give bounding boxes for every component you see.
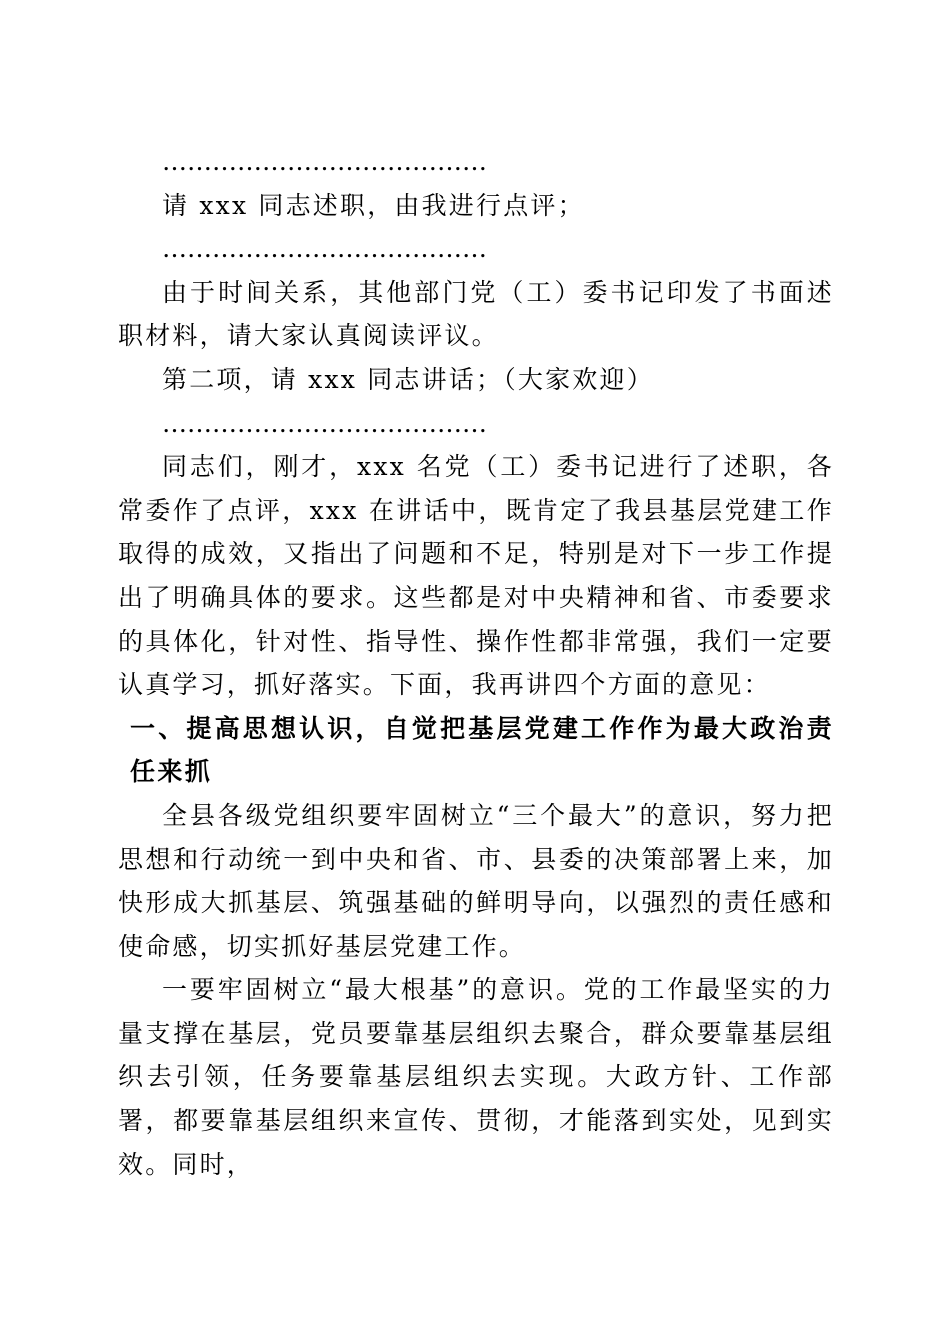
paragraph-request-report: 请 xxx 同志述职，由我进行点评； — [162, 190, 585, 220]
paragraph-time-note: 由于时间关系，其他部门党（工）委书记印发了书面述职材料，请大家认真阅读评议。 — [118, 277, 834, 351]
paragraph-item-two: 第二项，请 xxx 同志讲话；（大家欢迎） — [162, 364, 654, 394]
ellipsis-separator: ………………………………… — [162, 408, 487, 438]
paragraph-summary: 同志们，刚才，xxx 名党（工）委书记进行了述职，各常委作了点评，xxx 在讲话中，既肯定了我县基层党建工作取得的成效，又指出了问题和不足，特别是对下一步工作提出了明确具体的要求。这些都是对中央精神和省、市委要求的具体化，针对性、指导性、操作性都非常强，我们一定要认真学习，抓好落实。下面，我再讲四个方面的意见： — [118, 452, 834, 700]
paragraph-foundation: 一要牢固树立“最大根基”的意识。党的工作最坚实的力量支撑在基层，党员要靠基层组织去聚合，群众要靠基层组织去引领，任务要靠基层组织去实现。大政方针、工作部署，都要靠基层组织来宣传、贯彻，才能落到实处，见到实效。同时， — [118, 975, 834, 1179]
ellipsis-separator: ………………………………… — [162, 234, 487, 264]
document-body — [118, 140, 834, 1186]
section-heading-one: 一、提高思想认识，自觉把基层党建工作作为最大政治责任来抓 — [130, 713, 834, 787]
paragraph-awareness: 全县各级党组织要牢固树立“三个最大”的意识，努力把思想和行动统一到中央和省、市、县委的决策部署上来，加快形成大抓基层、筑强基础的鲜明导向，以强烈的责任感和使命感，切实抓好基层党建工作。 — [118, 800, 834, 961]
ellipsis-separator: ………………………………… — [162, 147, 487, 176]
